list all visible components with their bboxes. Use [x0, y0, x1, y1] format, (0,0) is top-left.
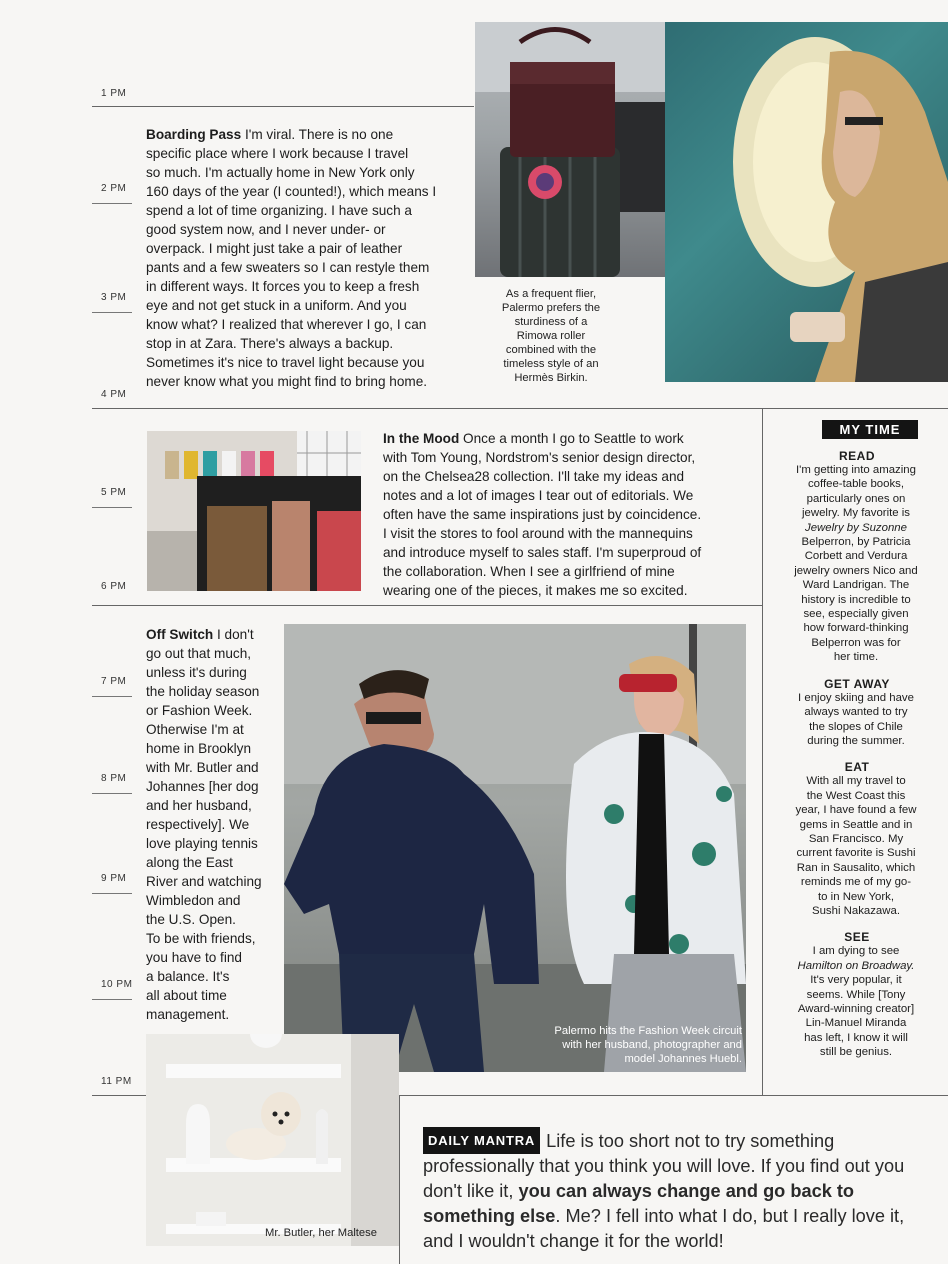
- caption-line: combined with the: [505, 344, 597, 356]
- text-line: coffee-table books,: [807, 478, 905, 491]
- text-line: unless it's during: [146, 665, 247, 680]
- text-line: management.: [146, 1007, 230, 1022]
- divider: [92, 605, 762, 606]
- text-line: I don't: [213, 627, 254, 642]
- text-line: River and watching: [146, 874, 262, 889]
- time-tick: [92, 999, 132, 1000]
- time-tick: [92, 312, 132, 313]
- get-away-heading: GET AWAY: [824, 676, 890, 691]
- text-line: I'm viral. There is no one: [241, 127, 394, 142]
- time-label: 3 PM: [101, 292, 127, 303]
- text-line: Jewelry by Suzonne: [805, 521, 907, 534]
- text-line: To be with friends,: [146, 931, 256, 946]
- luggage-caption: [493, 287, 609, 385]
- text-line: pants and a few sweaters so I can restyle them: [146, 260, 430, 275]
- text-line: you have to find: [146, 950, 242, 965]
- text-line: and her husband,: [146, 798, 252, 813]
- eat-text: [766, 774, 948, 918]
- text-line: the slopes of Chile: [809, 720, 903, 733]
- text-line: never know what you might find to bring home.: [146, 374, 428, 389]
- text-line: eye and not get stuck in a uniform. And you: [146, 298, 407, 313]
- text-line: so much. I'm actually home in New York only: [146, 165, 415, 180]
- my-time-title: MY TIME: [822, 420, 919, 439]
- text-line: wearing one of the pieces, it makes me so excited.: [383, 583, 688, 598]
- text-line: Corbett and Verdura: [804, 550, 908, 563]
- text-line: the West Coast this: [806, 789, 906, 802]
- in-the-mood-heading: In the Mood: [383, 431, 460, 446]
- text-line: with Mr. Butler and: [146, 760, 259, 775]
- time-tick: [92, 793, 132, 794]
- divider: [762, 408, 763, 1095]
- text-line: see, especially given: [803, 608, 909, 621]
- airplane-window-photo: [665, 22, 948, 382]
- text-line: Ward Landrigan. The: [802, 579, 910, 592]
- mood-board-photo: [147, 431, 361, 591]
- text-line: Ran in Sausalito, which: [796, 861, 916, 874]
- text-line: her time.: [833, 651, 879, 664]
- text-line: still be genius.: [819, 1046, 893, 1059]
- time-label: 7 PM: [101, 676, 127, 687]
- text-line: Otherwise I'm at: [146, 722, 244, 737]
- caption-line: As a frequent flier,: [505, 288, 597, 300]
- dog-photo: [146, 1034, 399, 1246]
- text-line: Wimbledon and: [146, 893, 241, 908]
- caption-line: Palermo prefers the: [501, 302, 601, 314]
- text-line: on the Chelsea28 collection. I'll take my ideas and: [383, 469, 685, 484]
- time-tick: [92, 507, 132, 508]
- boarding-pass-heading: Boarding Pass: [146, 127, 242, 142]
- eat-heading: EAT: [844, 760, 870, 775]
- text-line: Hamilton on Broadway.: [797, 959, 915, 972]
- text-line: Sushi Nakazawa.: [811, 904, 900, 917]
- caption-line: Hermès Birkin.: [514, 372, 588, 384]
- text-line: all about time: [146, 988, 227, 1003]
- text-line: good system now, and I never under- or: [146, 222, 386, 237]
- daily-mantra: [423, 1127, 933, 1254]
- divider: [399, 1095, 400, 1264]
- time-label: 1 PM: [101, 88, 127, 99]
- off-switch-text: [146, 625, 282, 1024]
- text-line: a balance. It's: [146, 969, 230, 984]
- couple-photo: [284, 624, 746, 1072]
- time-label: 9 PM: [101, 873, 127, 884]
- text-line: San Francisco. My: [808, 832, 904, 845]
- text-line: notes and a lot of images I tear out of editorials. We: [383, 488, 694, 503]
- time-label: 5 PM: [101, 487, 127, 498]
- text-line: love playing tennis: [146, 836, 258, 851]
- text-line: current favorite is Sushi: [796, 847, 916, 860]
- time-label: 11 PM: [101, 1076, 132, 1087]
- divider: [92, 106, 474, 107]
- text-line: I'm getting into amazing: [796, 464, 916, 476]
- text-line: or Fashion Week.: [146, 703, 253, 718]
- text-line: along the East: [146, 855, 233, 870]
- mantra-text: Life is too short not to try something professionally that you think you will love. If you find out you don't like it,: [423, 1131, 905, 1201]
- get-away-text: [766, 691, 948, 749]
- text-line: know what? I realized that wherever I go, I can: [146, 317, 427, 332]
- text-line: I enjoy skiing and have: [798, 691, 914, 704]
- text-line: in different ways. It forces you to keep a fresh: [146, 279, 420, 294]
- time-tick: [92, 203, 132, 204]
- read-heading: READ: [838, 449, 875, 463]
- see-heading: SEE: [844, 930, 870, 945]
- text-line: the collaboration. When I see a girlfriend of mine: [383, 564, 675, 579]
- time-label: 4 PM: [101, 389, 127, 400]
- read-text: [766, 463, 948, 665]
- text-line: go out that much,: [146, 646, 252, 661]
- text-line: I am dying to see: [812, 945, 900, 958]
- boarding-pass-text: [146, 125, 476, 391]
- see-text: [766, 944, 948, 1059]
- text-line: respectively]. We: [146, 817, 250, 832]
- caption-line: sturdiness of a: [514, 316, 588, 328]
- time-label: 6 PM: [101, 581, 127, 592]
- text-line: always wanted to try: [804, 706, 908, 719]
- text-line: the holiday season: [146, 684, 260, 699]
- caption-line: timeless style of an: [503, 358, 599, 370]
- text-line: history is incredible to: [801, 593, 911, 606]
- text-line: particularly ones on: [806, 492, 906, 505]
- luggage-photo: [475, 22, 665, 277]
- time-label: 8 PM: [101, 773, 127, 784]
- text-line: the U.S. Open.: [146, 912, 236, 927]
- text-line: Sometimes it's nice to travel light because you: [146, 355, 425, 370]
- caption-line: with her husband, photographer and: [562, 1039, 742, 1051]
- text-line: I visit the stores to fool around with the mannequins: [383, 526, 693, 541]
- time-tick: [92, 696, 132, 697]
- mantra-text-end: . Me? I fell into what I do, but I really love it, and I wouldn't change it for the world!: [423, 1206, 905, 1251]
- text-line: gems in Seattle and in: [799, 818, 913, 831]
- divider: [92, 408, 948, 409]
- text-line: Belperron was for: [811, 636, 901, 649]
- text-line: Award-winning creator]: [797, 1003, 915, 1015]
- off-switch-heading: Off Switch: [146, 627, 214, 642]
- text-line: how forward-thinking: [803, 622, 909, 635]
- text-line: jewelry owners Nico and: [794, 564, 918, 577]
- text-line: overpack. I might just take a pair of leather: [146, 241, 403, 256]
- mantra-emphasis: you can always change and go back to something else: [423, 1181, 855, 1226]
- text-line: specific place where I work because I travel: [146, 146, 409, 161]
- text-line: Belperron, by Patricia: [801, 536, 911, 549]
- time-label: 10 PM: [101, 979, 133, 990]
- text-line: and introduce myself to sales staff. I'm superproud of: [383, 545, 702, 560]
- in-the-mood-text: [383, 429, 758, 600]
- text-line: during the summer.: [807, 734, 905, 747]
- text-line: to in New York,: [818, 890, 894, 903]
- text-line: Lin-Manuel Miranda: [805, 1017, 907, 1030]
- daily-mantra-label: DAILY MANTRA: [423, 1127, 540, 1154]
- text-line: It's very popular, it: [810, 974, 902, 987]
- text-line: spend a lot of time organizing. I have such a: [146, 203, 412, 218]
- text-line: has left, I know it will: [804, 1031, 908, 1044]
- text-line: home in Brooklyn: [146, 741, 252, 756]
- couple-caption: [510, 1024, 742, 1066]
- dog-caption: Mr. Butler, her Maltese: [265, 1227, 377, 1239]
- text-line: stop in at Zara. There's always a backup.: [146, 336, 394, 351]
- text-line: Johannes [her dog: [146, 779, 259, 794]
- text-line: jewelry. My favorite is: [801, 507, 911, 520]
- text-line: often have the same inspirations just by coincidence.: [383, 507, 702, 522]
- text-line: seems. While [Tony: [806, 988, 906, 1001]
- time-label: 2 PM: [101, 183, 127, 194]
- text-line: year, I have found a few: [795, 804, 917, 817]
- text-line: with Tom Young, Nordstrom's senior design director,: [383, 450, 696, 465]
- caption-line: Rimowa roller: [516, 330, 586, 342]
- caption-line: model Johannes Huebl.: [624, 1053, 742, 1065]
- caption-line: Palermo hits the Fashion Week circuit: [554, 1025, 742, 1037]
- time-tick: [92, 893, 132, 894]
- my-time-sidebar: [766, 420, 948, 1060]
- text-line: reminds me of my go-: [800, 876, 912, 889]
- text-line: With all my travel to: [806, 775, 906, 788]
- text-line: Once a month I go to Seattle to work: [459, 431, 684, 446]
- text-line: 160 days of the year (I counted!), which means I: [146, 184, 437, 199]
